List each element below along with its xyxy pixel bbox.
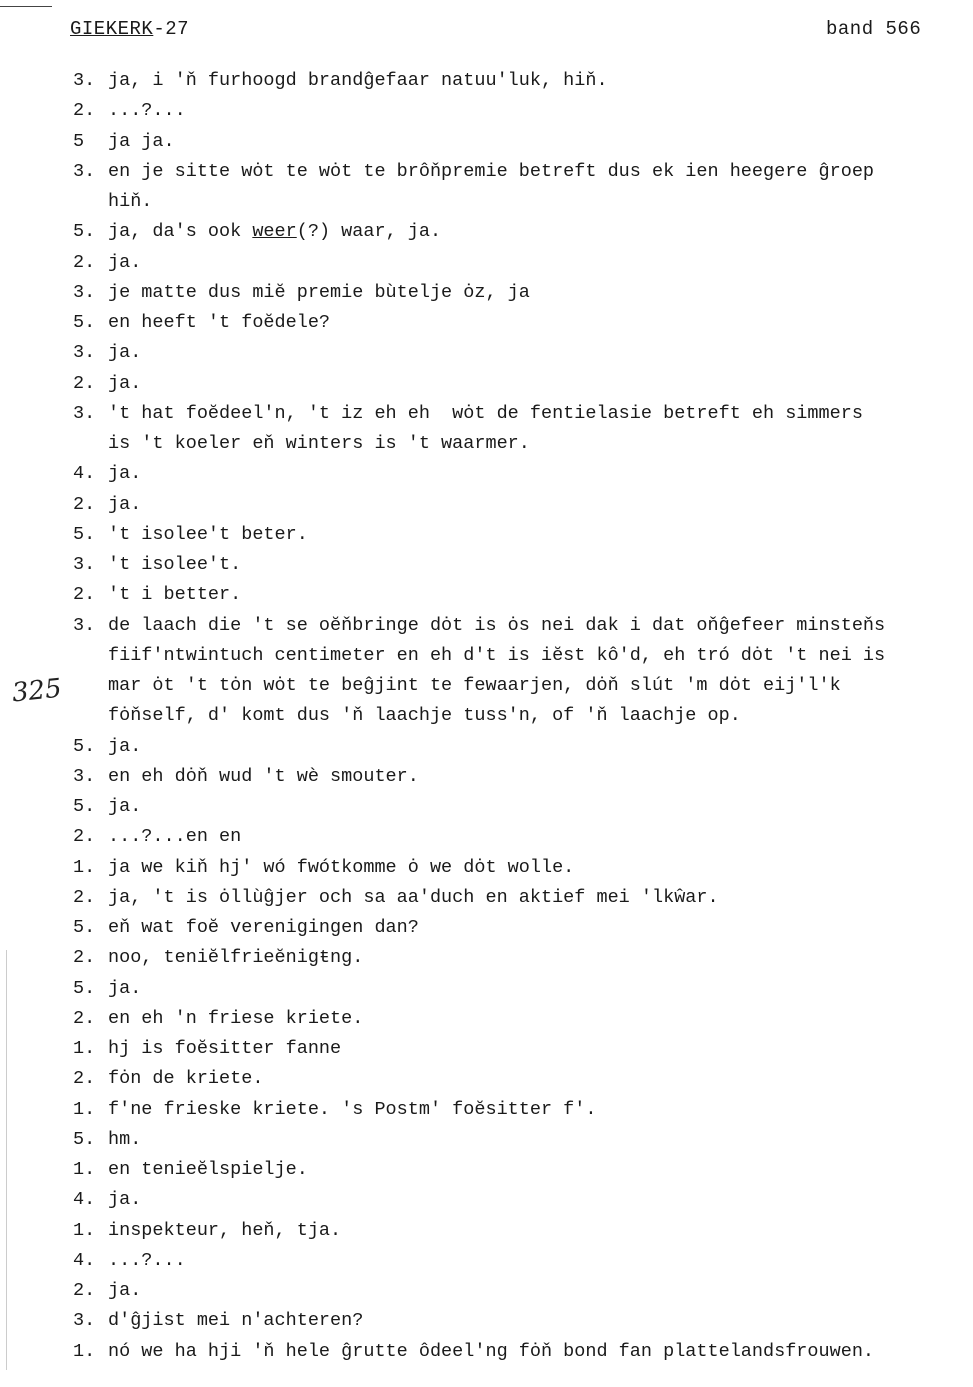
speaker-number: 4. [73,1249,96,1271]
transcript-line [0,1004,973,1034]
utterance-text: ja we kiň hj' wó fwótkomme ȯ we dȯt wolle. [108,856,575,878]
speaker-number: 5. [73,917,96,938]
utterance-text: 't i better. [108,584,242,606]
transcript-line [0,66,973,96]
transcript-line [0,762,973,792]
transcript-line [0,399,973,429]
transcript-line [0,974,973,1004]
speaker-number: 3. [73,765,96,787]
transcript-line [0,1185,973,1215]
transcript-line [0,913,973,943]
transcript-line [0,883,973,913]
transcript-line [0,127,973,157]
transcript-line [0,1095,973,1125]
transcript-line [0,1306,973,1336]
utterance-text: fȯňself, d' komt dus 'ň laachje tuss'n, of 'ň laachje op. [108,705,741,727]
transcript-line [0,1034,973,1064]
speaker-number: 1. [73,1340,96,1362]
utterance-text: fiif'ntwintuch centimeter en eh d't is iĕst kô'd, eh tró dȯt 't nei is [108,644,886,666]
speaker-number: 2. [73,251,96,273]
utterance-text: is 't koeler eň winters is 't waarmer. [108,433,530,454]
speaker-number: 5. [73,523,96,545]
utterance-text: en heeft 't foĕdele? [108,312,331,333]
speaker-number: 2. [73,372,96,394]
utterance-text: ja, i 'ň furhoogd brandĝefaar natuu'luk, hiň. [108,70,608,91]
speaker-number: 1. [73,1219,96,1241]
speaker-number: 3. [73,342,96,364]
transcript-line [0,792,973,822]
speaker-number: 1. [73,1098,96,1120]
speaker-number: 2. [73,826,96,848]
transcript-line [0,943,973,973]
utterance-text: ja. [108,735,142,757]
speaker-number: 2. [73,1068,96,1090]
handwritten-margin-note: 325 [10,673,64,709]
utterance-text: eň wat foĕ verenigingen dan? [108,917,419,938]
utterance-text: ja. [108,977,142,999]
header-number: -27 [153,18,190,40]
utterance-text: nó we ha hji 'ň hele ĝrutte ôdeel'ng fȯň bond fan plattelandsfrouwen. [108,1340,875,1362]
speaker-number: 3. [73,1310,96,1332]
transcript-line [0,278,973,308]
utterance-text: de laach die 't se oĕňbringe dȯt is ȯs nei dak i dat oňĝefeer minsteňs [108,614,886,636]
speaker-number: 2. [73,1280,96,1301]
transcript-line [0,853,973,883]
utterance-text: en je sitte wȯt te wȯt te brôňpremie betreft dus ek ien heegere ĝroep [108,160,875,182]
transcript-continuation [0,671,973,701]
speaker-number: 2. [73,1007,96,1029]
speaker-number: 1. [73,856,96,878]
utterance-text: ja, da's ook weer(?) waar, ja. [108,221,442,243]
transcript-line [0,248,973,278]
speaker-number: 2. [73,493,96,515]
utterance-text: ja. [108,463,142,485]
transcript-line [0,1246,973,1276]
speaker-number: 5. [73,1128,96,1150]
transcript-line [0,1064,973,1094]
transcript-line [0,580,973,610]
utterance-text: hj is foĕsitter fanne [108,1038,342,1059]
utterance-text: fȯn de kriete. [108,1068,264,1090]
speaker-number: 2. [73,584,96,606]
speaker-number: 3. [73,614,96,636]
utterance-text: 't hat foĕdeel'n, 't iz eh eh wȯt de fentielasie betreft eh simmers [108,402,863,424]
transcript-line [0,308,973,338]
utterance-text: f'ne frieske kriete. 's Postm' foĕsitter f'. [108,1098,597,1120]
speaker-number: 5. [73,735,96,757]
transcript-line [0,217,973,247]
transcript-line [0,338,973,368]
transcript-line [0,459,973,489]
transcript-line [0,1155,973,1185]
utterance-text: ja. [108,342,142,364]
utterance-text: 't isolee't. [108,554,242,575]
speaker-number: 2. [73,886,96,908]
transcript-line [0,822,973,852]
speaker-number: 2. [73,947,96,969]
speaker-number: 1. [73,1038,96,1059]
utterance-text: ...?... [108,1249,186,1271]
speaker-number: 4. [73,463,96,485]
utterance-text: inspekteur, heň, tja. [108,1219,342,1241]
transcript-line [0,1125,973,1155]
speaker-number: 5. [73,312,96,333]
speaker-number: 3. [73,402,96,424]
transcript-line [0,490,973,520]
utterance-text: ja. [108,796,142,817]
page-header-left [70,18,189,40]
transcript-continuation [0,641,973,671]
speaker-number: 1. [73,1159,96,1180]
utterance-text: ...?...en en [108,826,242,848]
utterance-text: ja. [108,251,142,273]
transcript-body [0,66,973,1367]
transcript-line [0,1216,973,1246]
transcript-line [0,550,973,580]
page-header-right: band 566 [826,18,922,40]
utterance-text: je matte dus miĕ premie bùtelje ȯz, ja [108,281,530,303]
utterance-text: en eh 'n friese kriete. [108,1007,364,1029]
transcript-line [0,520,973,550]
speaker-number: 5 [73,130,85,152]
transcript-line [0,1276,973,1306]
speaker-number: 4. [73,1189,96,1211]
speaker-number: 5. [73,977,96,999]
utterance-text: en tenieĕlspielje. [108,1159,308,1180]
transcript-continuation [0,187,973,217]
utterance-text: ja. [108,493,142,515]
speaker-number: 3. [73,281,96,303]
speaker-number: 5. [73,221,96,243]
top-rule [0,6,52,7]
transcript-line [0,369,973,399]
header-place: GIEKERK [70,18,154,40]
speaker-number: 3. [73,70,96,91]
transcript-continuation [0,701,973,731]
transcript-line [0,1337,973,1367]
utterance-text: noo, teniĕlfrieĕnigŧng. [108,947,364,969]
utterance-text: mar ȯt 't tȯn wȯt te beĝjint te fewaarjen, dȯň slút 'm dȯt eij'l'k [108,675,841,696]
transcript-line [0,157,973,187]
utterance-text: ja. [108,1280,142,1301]
utterance-text: hiň. [108,191,153,212]
utterance-text: ja ja. [108,130,175,152]
utterance-text: hm. [108,1128,142,1150]
utterance-text: ...?... [108,100,186,122]
transcript-continuation [0,429,973,459]
utterance-text: en eh dȯň wud 't wè smouter. [108,765,419,787]
utterance-text: 't isolee't beter. [108,523,308,545]
speaker-number: 5. [73,796,96,817]
transcript-line [0,611,973,641]
utterance-text: ja. [108,1189,142,1211]
transcript-line [0,732,973,762]
utterance-text: ja. [108,372,142,394]
speaker-number: 3. [73,160,96,182]
speaker-number: 2. [73,100,96,122]
utterance-text: d'ĝjist mei n'achteren? [108,1310,364,1332]
speaker-number: 3. [73,554,96,575]
utterance-text: ja, 't is ȯllùĝjer och sa aa'duch en aktief mei 'lkŵar. [108,886,719,908]
transcript-line [0,96,973,126]
